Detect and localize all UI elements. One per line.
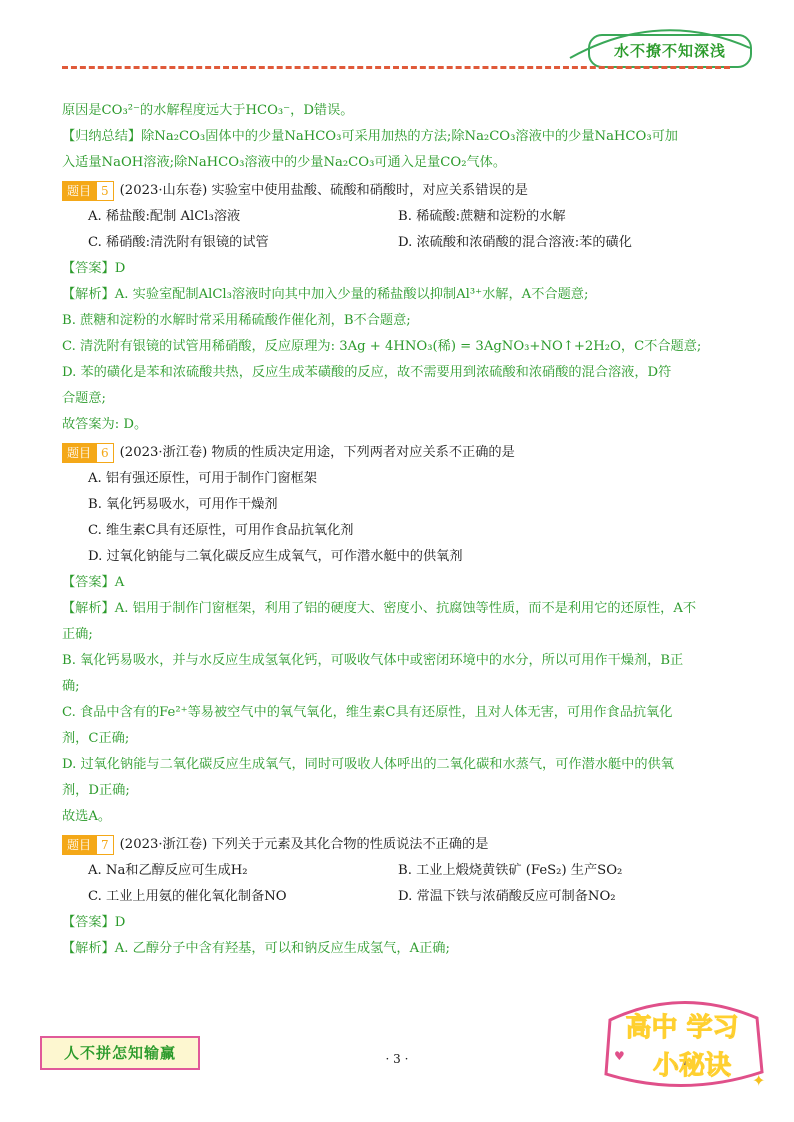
- option-d: D. 常温下铁与浓硝酸反应可制备NO₂: [398, 889, 616, 904]
- question-tag: 题目: [62, 835, 96, 855]
- answer: 【答案】D: [62, 261, 126, 276]
- explanation-line: 【解析】A. 实验室配制AlCl₃溶液时向其中加入少量的稀盐酸以抑制Al³⁺水解，A不合题意;: [62, 287, 589, 302]
- options-grid: [62, 858, 730, 910]
- explanation-line: 剂，D正确;: [62, 783, 130, 798]
- explanation-line: D. 苯的磺化是苯和浓硫酸共热，反应生成苯磺酸的反应，故不需要用到浓硫酸和浓硝酸的混合溶液，D符: [62, 365, 672, 380]
- explanation-line: 确;: [62, 679, 80, 694]
- star-icon: ✦: [752, 1071, 766, 1090]
- page-number: · 3 ·: [385, 1052, 409, 1066]
- footer-motto: 人不拼怎知输赢: [40, 1036, 200, 1070]
- question-stem: (2023·山东卷) 实验室中使用盐酸、硫酸和硝酸时，对应关系错误的是: [119, 183, 528, 198]
- header-motto: 水不撩不知深浅: [588, 34, 752, 68]
- explanation-line: 合题意;: [62, 391, 107, 406]
- explanation-line: 正确;: [62, 627, 93, 642]
- header-divider: [62, 66, 730, 69]
- option-a: A. Na和乙醇反应可生成H₂: [88, 863, 248, 878]
- explanation-line: 【解析】A. 乙醇分子中含有羟基，可以和钠反应生成氢气，A正确;: [62, 941, 450, 956]
- explanation-line: 剂，C正确;: [62, 731, 130, 746]
- option-d: D. 浓硫酸和浓硝酸的混合溶液:苯的磺化: [398, 235, 632, 250]
- intro-line: 【归纳总结】除Na₂CO₃固体中的少量NaHCO₃可采用加热的方法;除Na₂CO₃溶液中的少量NaHCO₃可加: [62, 129, 678, 144]
- question-tag: 题目: [62, 181, 96, 201]
- option-c: C. 稀硝酸:清洗附有银镜的试管: [88, 235, 269, 250]
- heart-icon: ♥: [614, 1049, 625, 1063]
- explanation-line: 故选A。: [62, 809, 112, 824]
- explanation-line: B. 蔗糖和淀粉的水解时常采用稀硫酸作催化剂，B不合题意;: [62, 313, 411, 328]
- option-d: D. 过氧化钠能与二氧化碳反应生成氧气，可作潜水艇中的供氧剂: [88, 549, 463, 564]
- option-b: B. 工业上煅烧黄铁矿 (FeS₂) 生产SO₂: [398, 863, 623, 878]
- study-tips-badge: [592, 990, 772, 1100]
- question-tag: 题目: [62, 443, 96, 463]
- option-c: C. 工业上用氨的催化氧化制备NO: [88, 889, 287, 904]
- question-number: 7: [96, 835, 114, 855]
- question-6: [62, 440, 730, 466]
- explanation-line: C. 清洗附有银镜的试管用稀硝酸，反应原理为: 3Ag + 4HNO₃(稀) = 3AgNO₃+NO↑+2H₂O，C不合题意;: [62, 339, 702, 354]
- question-stem: (2023·浙江卷) 下列关于元素及其化合物的性质说法不正确的是: [119, 837, 489, 852]
- options-grid: [62, 204, 730, 256]
- explanation-line: 故答案为: D。: [62, 417, 148, 432]
- badge-line2: 小秘诀: [652, 1051, 732, 1081]
- explanation-line: 【解析】A. 铝用于制作门窗框架，利用了铝的硬度大、密度小、抗腐蚀等性质，而不是利用它的还原性，A不: [62, 601, 697, 616]
- option-a: A. 铝有强还原性，可用于制作门窗框架: [88, 471, 317, 486]
- answer: 【答案】A: [62, 575, 125, 590]
- option-b: B. 稀硫酸:蔗糖和淀粉的水解: [398, 209, 566, 224]
- explanation-line: B. 氧化钙易吸水，并与水反应生成氢氧化钙，可吸收气体中或密闭环境中的水分，所以可用作干燥剂，B正: [62, 653, 684, 668]
- explanation-line: D. 过氧化钠能与二氧化碳反应生成氧气，同时可吸收人体呼出的二氧化碳和水蒸气，可作潜水艇中的供氧: [62, 757, 674, 772]
- explanation-line: C. 食品中含有的Fe²⁺等易被空气中的氧气氧化，维生素C具有还原性，且对人体无害，可用作食品抗氧化: [62, 705, 673, 720]
- option-b: B. 氧化钙易吸水，可用作干燥剂: [88, 497, 278, 512]
- intro-line: 入适量NaOH溶液;除NaHCO₃溶液中的少量Na₂CO₃可通入足量CO₂气体。: [62, 155, 507, 170]
- question-stem: (2023·浙江卷) 物质的性质决定用途，下列两者对应关系不正确的是: [119, 445, 515, 460]
- page-content: [62, 98, 730, 962]
- question-7: [62, 832, 730, 858]
- answer: 【答案】D: [62, 915, 126, 930]
- intro-line: 原因是CO₃²⁻的水解程度远大于HCO₃⁻，D错误。: [62, 103, 354, 118]
- option-c: C. 维生素C具有还原性，可用作食品抗氧化剂: [88, 523, 354, 538]
- question-5: [62, 178, 730, 204]
- option-a: A. 稀盐酸:配制 AlCl₃溶液: [88, 209, 241, 224]
- badge-line1: 高中 学习: [625, 1013, 739, 1043]
- question-number: 5: [96, 181, 114, 201]
- question-number: 6: [96, 443, 114, 463]
